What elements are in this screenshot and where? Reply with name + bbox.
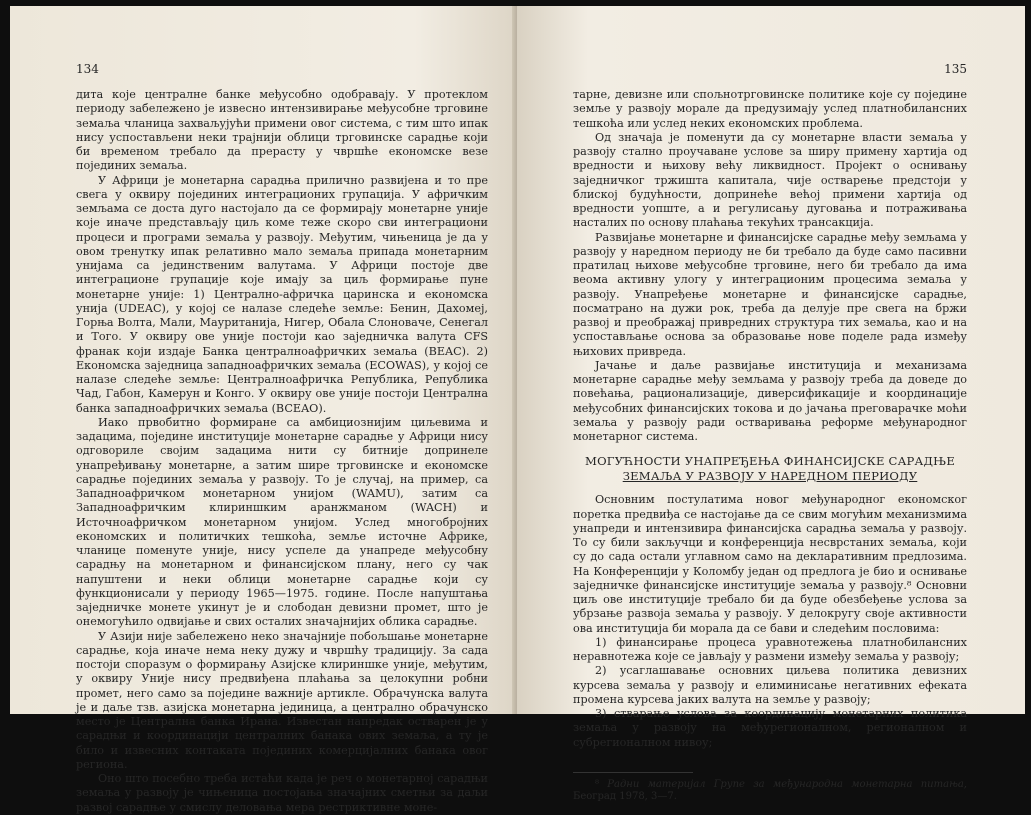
paragraph: дита које централне банке међусобно одобравају. У протеклом периоду забележено је извесно интензивирање међусобне трговине земаља чланица захваљујући примени овог система, с тим што ипак нису успостављени неки трајнији облици трговинске сарадње који би временом требало да прерасту у чвршће економске везе појединих земаља.: [76, 88, 488, 173]
footnote-source: Београд 1978, 3—7.: [573, 791, 677, 803]
paragraph: У Африци је монетарна сарадња прилично развијена и то пре свега у оквиру појединих интеграционих групација. У афричким земљама се доста дуго настојало да се формирају монетарне уније које иначе представљају циљ коме теже скоро сви интеграциони процеси и програми земаља у развоју. Међутим, чињеница је да у овом тренутку ипак релативно мало земаља припада монетарним унијама са јединственим валутама. У Африци постоје две интеграционе групације које имају за циљ формирање пуне монетарне уније: 1) Централно-афричка царинска и економска унија (UDEAC), у којој се налазе следеће земље: Бенин, Дахомеј, Горња Волта, Мали, Мауританија, Нигер, Обала Слоноваче, Сенегал и Того. У оквиру ове уније постоји као заједничка валута CFS франак који издаје Банка централноафричких земаља (BEAC). 2) Економска заједница западноафричких земаља (ECOWAS), у којој се налазе следеће земље: Централноафричка Република, Република Чад, Габон, Камерун и Конго. У оквиру ове уније постоји Централна банка западноафричких земаља (BCEAO).: [76, 173, 488, 415]
list-item: 2) усаглашавање основних циљева политика девизних курсева земаља у развоју и елиминисање негативних ефеката промена курсева јаких валута на земље у развоју;: [573, 664, 967, 706]
paragraph: Од значаја је поменути да су монетарне власти земаља у развоју стално проучаване услове за ширу примену хартија од вредности и њихову већу ликвидност. Пројект о оснивању заједничког тржишта капитала, чије остварење предстоји у блиској будућности, допринеће већој примени хартија од вредности уопште, а и регулисању дуговања и потраживања насталих по основу плаћања текућих трансакција.: [573, 130, 967, 230]
paragraph: Иако првобитно формиране са амбициознијим циљевима и задацима, поједине институције монетарне сарадње у Африци нису одговориле својим задацима нити су битније допринеле унапређивању монетарне, а затим шире трговинске и економске сарадње појединих земаља у развоју. То је случај, на пример, са Западноафричком монетарном унијом (WAMU), затим са Западноафричким клириншким аранжманом (WACH) и Источноафричком монетарном унијом. Услед многобројних економских и политичких тешкоћа, земље источне Африке, чланице поменуте уније, нису успеле да унапреде међусобну сарадњу на монетарном и финансијском плану, него су чак напуштени и неки облици монетарне сарадње који су функционисали у периоду 1965—1975. године. После напуштања заједничке монете укинут је и слободан девизни промет, што је онемогућило одвијање и свих осталих значајнијих облика сарадње.: [76, 415, 488, 629]
heading-line: ЗЕМАЉА У РАЗВОЈУ У НАРЕДНОМ ПЕРИОДУ: [622, 468, 918, 483]
section-heading: [573, 454, 967, 483]
footnote-marker: ⁸: [595, 778, 600, 790]
page-number: 134: [76, 62, 99, 76]
page-body: [573, 88, 967, 804]
right-page: [517, 6, 1025, 803]
left-page: [10, 6, 516, 814]
page-body: [76, 88, 488, 815]
footnote: [573, 779, 967, 804]
list-item: 3) стварање услова за координацију монетарних политика земаља у развоју на међурегионалном, регионалном и субрегионалном нивоу;: [573, 707, 967, 749]
paragraph: Јачање и даље развијање институција и механизама монетарне сарадње међу земљама у развоју треба да доведе до повећања, рационализације, диверсификације и координације међусобних финансијских токова и до јачања преговарачке моћи земаља у развоју ради остваривања реформе међународног монетарног система.: [573, 358, 967, 443]
paragraph: Развијање монетарне и финансијске сарадње међу земљама у развоју у наредном периоду не би требало да буде само пасивни пратилац њихове међусобне трговине, него би требало да има веома активну улогу у интеграционим процесима земаља у развоју. Унапређење монетарне и финансијске сарадње, посматрано на дужи рок, треба да делује пре свега на бржи развој и преображај привредних структура тих земаља, као и на успостављање основа за образовање нове поделе рада између њихових привреда.: [573, 230, 967, 358]
footnote-rule: [573, 772, 693, 773]
footnote-title: Радни материјал Групе за међународна монетарна питања,: [607, 778, 967, 790]
heading-line: МОГУЋНОСТИ УНАПРЕЂЕЊА ФИНАНСИЈСКЕ САРАДЊЕ: [585, 454, 955, 469]
paragraph: Оно што посебно треба истаћи када је реч о монетарној сарадњи земаља у развоју је чињеница постојања значајних сметњи за даљи развој сарадње у смислу деловања мера рестриктивне моне-: [76, 772, 488, 814]
page-number: 135: [944, 62, 967, 76]
paragraph: тарне, девизне или спољнотрговинске политике које су поједине земље у развоју морале да предузимају услед платнобилансних тешкоћа или услед неких економских проблема.: [573, 88, 967, 130]
paragraph: У Азији није забележено неко значајније побољшање монетарне сарадње, која иначе нема неку дужу и чвршћу традицију. За сада постоји споразум о формирању Азијске клириншке уније, међутим, у оквиру Уније нису предвиђена плаћања за целокупни робни промет, него само за поједине важније артикле. Обрачунска валута је и даље тзв. азијска монетарна јединица, а централно обрачунско место је Централна банка Ирана. Известан напредак остварен је у сарадњи и координацији централних банака ових земаља, а ту је било и извесних контаката појединих комерцијалних банака овог региона.: [76, 629, 488, 771]
list-item: 1) финансирање процеса уравнотежења платнобилансних неравнотежа које се јављају у размени између земаља у развоју;: [573, 635, 967, 663]
paragraph: Основним постулатима новог међународног економског поретка предвиђа се настојање да се свим могућим механизмима унапреди и интензивира финансијска сарадња земаља у развоју. То су били закључци и конференција несврстаних земаља, који су до сада остали углавном само на декларативним предлозима. На Конференцији у Коломбу један од предлога је био и оснивање заједничке финансијске институције земаља у развоју.⁸ Основни циљ ове институције требало би да буде обезбеђење услова за убрзање развоја земаља у развоју. У делокругу своје активности ова институција би морала да се бави и следећим пословима:: [573, 493, 967, 635]
